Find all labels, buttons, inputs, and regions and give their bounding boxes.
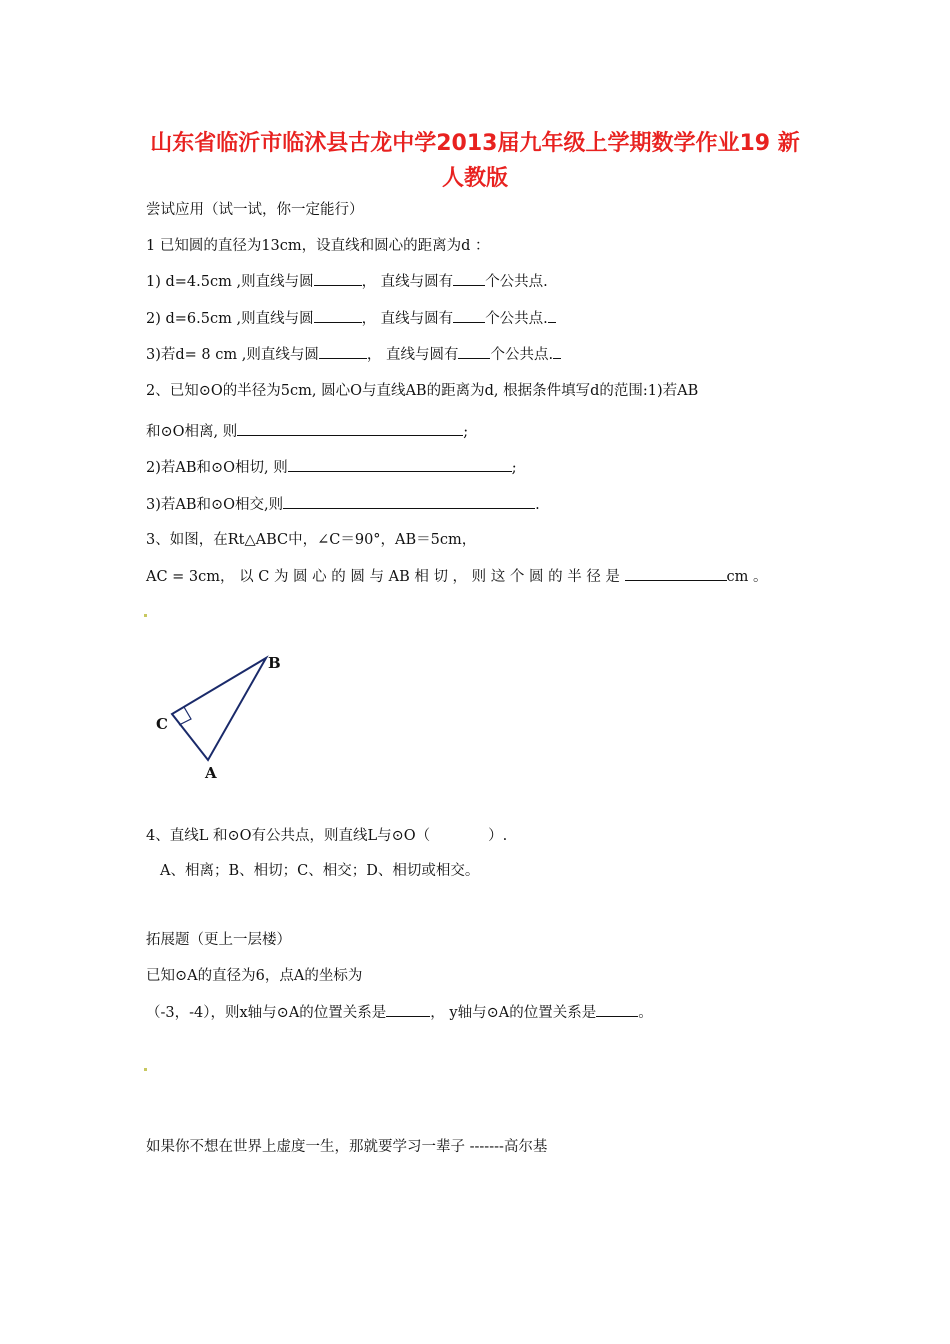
q1-part-3 [146, 344, 561, 365]
q2-p3-text: 3)若AB和⊙O相交,则 [146, 497, 284, 513]
q1-p1-blank-1[interactable] [314, 271, 362, 286]
q1-p1-text-a: 1) d=4.5cm ,则直线与圆 [146, 274, 314, 290]
section-heading-extend: 拓展题（更上一层楼） [146, 932, 291, 948]
label-b: B [268, 654, 281, 672]
q1-p2-text-b: ， 直线与圆有 [361, 311, 454, 327]
extend-text-a: （-3，-4），则x轴与⊙A的位置关系是 [146, 1005, 387, 1021]
q1-stem: 1 已知圆的直径为13cm，设直线和圆心的距离为d ： [146, 238, 490, 254]
q3-line2-text: AC = 3cm， 以 C 为 圆 心 的 圆 与 AB 相 切 ， 则 这 个 圆 的 半 径 是 [146, 569, 620, 585]
q4-options: A、相离；B、相切；C、相交；D、相切或相交。 [160, 863, 480, 879]
q1-p2-text-c: 个公共点. [485, 311, 548, 327]
q2-p2-text: 2)若AB和⊙O相切, 则 [146, 460, 288, 476]
q3-radius-blank[interactable] [625, 566, 727, 581]
extend-line-2 [146, 1002, 653, 1023]
q1-p2-blank-1[interactable] [314, 308, 362, 323]
q1-p1-blank-2[interactable] [453, 271, 485, 286]
q1-p3-text-a: 3)若d= 8 cm ,则直线与圆 [146, 347, 319, 363]
q1-p1-text-c: 个公共点. [485, 274, 548, 290]
extend-line-1: 已知⊙A的直径为6，点A的坐标为 [146, 968, 363, 984]
q2-p3-end: . [535, 497, 540, 513]
title-line-1: 山东省临沂市临沭县古龙中学2013届九年级上学期数学作业19 新 [150, 131, 800, 156]
q1-p2-trailing-mark [548, 308, 556, 323]
label-c: C [156, 715, 168, 733]
q2-part-2 [146, 457, 517, 478]
q3-line-2 [146, 566, 768, 587]
q1-p1-text-b: ， 直线与圆有 [361, 274, 454, 290]
q2-p1-end: ; [463, 424, 469, 440]
q1-p3-trailing-mark [553, 344, 561, 359]
q1-p3-blank-2[interactable] [458, 344, 490, 359]
q1-p2-blank-2[interactable] [453, 308, 485, 323]
q2-p2-blank[interactable] [288, 457, 512, 472]
extend-text-b: ， y轴与⊙A的位置关系是 [430, 1005, 597, 1021]
stray-mark [144, 614, 147, 617]
triangle-figure [140, 640, 300, 790]
q2-p2-end: ; [511, 460, 517, 476]
q1-p3-text-b: ， 直线与圆有 [366, 347, 459, 363]
q2-part-3 [146, 494, 540, 515]
label-a: A [205, 764, 217, 782]
q1-p3-text-c: 个公共点. [490, 347, 554, 363]
stray-mark-2 [144, 1068, 147, 1071]
q1-p3-blank-1[interactable] [319, 344, 367, 359]
extend-blank-y[interactable] [596, 1002, 638, 1017]
extend-text-c: 。 [638, 1005, 653, 1021]
q2-p1-blank[interactable] [237, 421, 463, 436]
q3-stem: 3、如图，在Rt△ABC中，∠C＝90°，AB＝5cm， [146, 532, 477, 548]
q2-stem: 2、已知⊙O的半径为5cm, 圆心O与直线AB的距离为d, 根据条件填写d的范围:1)若AB [146, 383, 699, 399]
q2-p1-text: 和⊙O相离, 则 [146, 424, 238, 440]
q2-p3-blank[interactable] [283, 494, 535, 509]
q4-stem: 4、直线L 和⊙O有公共点，则直线L与⊙O（ ）. [146, 828, 508, 844]
q1-part-2 [146, 308, 556, 329]
title-line-2: 人教版 [441, 166, 508, 191]
q3-unit: cm 。 [726, 569, 768, 585]
triangle-abc [172, 658, 266, 760]
extend-blank-x[interactable] [386, 1002, 430, 1017]
closing-quote: 如果你不想在世界上虚度一生，那就要学习一辈子 -------高尔基 [146, 1139, 548, 1155]
section-heading-try: 尝试应用（试一试，你一定能行） [146, 202, 364, 218]
q2-part-1 [146, 421, 468, 442]
q1-part-1 [146, 271, 548, 292]
q1-p2-text-a: 2) d=6.5cm ,则直线与圆 [146, 311, 314, 327]
